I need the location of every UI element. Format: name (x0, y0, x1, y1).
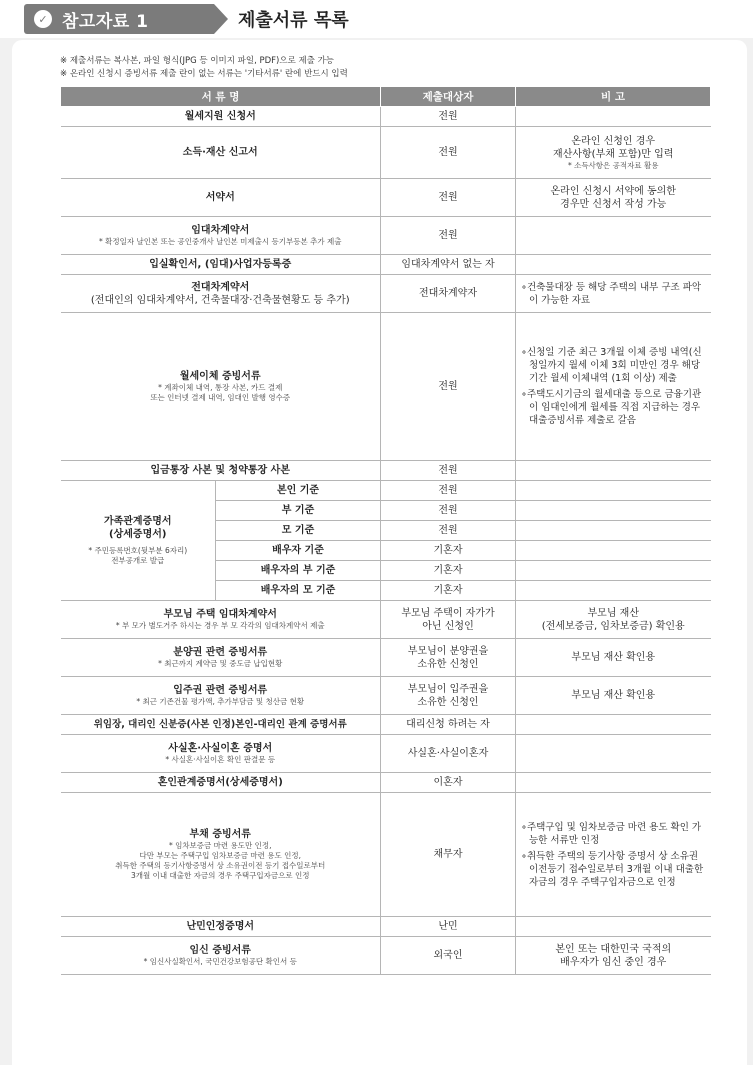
note-line: 부모님 재산 (587, 607, 639, 619)
doc-note (516, 481, 711, 501)
doc-target: 기혼자 (381, 581, 516, 601)
table-row (61, 217, 711, 255)
doc-target: 기혼자 (381, 541, 516, 561)
doc-name: 위임장, 대리인 신분증(사본 인정)본인-대리인 관계 증명서류 (61, 715, 381, 735)
table-row (61, 773, 711, 793)
family-basis: 배우자 기준 (216, 541, 381, 561)
doc-title: 사실혼·사실이혼 증명서 (168, 743, 273, 754)
doc-name: 난민인정증명서 (61, 917, 381, 937)
doc-target: 대리신청 하려는 자 (381, 715, 516, 735)
col-header-name: 서 류 명 (61, 87, 381, 107)
doc-target: 전원 (381, 481, 516, 501)
doc-subnote: * 임신사실확인서, 국민건강보험공단 확인서 등 (143, 957, 297, 966)
notes (60, 55, 348, 81)
table-row (61, 481, 711, 501)
note-line: ※ 온라인 신청시 증빙서류 제출 란이 없는 서류는 '기타서류' 란에 반드시 입력 (60, 69, 348, 79)
target-line: 부모님이 입주권을 (407, 683, 489, 695)
table-row (61, 255, 711, 275)
doc-target: 난민 (381, 917, 516, 937)
family-basis: 모 기준 (216, 521, 381, 541)
doc-subnote: 또는 인터넷 결제 내역, 임대인 발행 영수증 (150, 393, 291, 402)
doc-subnote: 취득한 주택의 등기사항증명서 상 소유권이전 등기 접수일로부터 (115, 861, 326, 870)
note-line: 온라인 신청시 서약에 동의한 (550, 185, 676, 197)
doc-target (381, 677, 516, 715)
doc-title: 가족관계증명서 (103, 516, 172, 527)
doc-target: 전원 (381, 127, 516, 179)
doc-note (516, 581, 711, 601)
family-doc-name (61, 481, 216, 601)
doc-title: 임대차계약서 (191, 225, 250, 236)
doc-subnote: 다만 부모는 주택구입 임차보증금 마련 용도 인정, (139, 851, 302, 860)
doc-name: 월세지원 신청서 (61, 107, 381, 127)
doc-target: 기혼자 (381, 561, 516, 581)
col-header-note: 비 고 (516, 87, 711, 107)
col-header-target: 제출대상자 (381, 87, 516, 107)
doc-title: 분양권 관련 증빙서류 (173, 647, 268, 658)
doc-note: 부모님 재산 확인용 (516, 639, 711, 677)
note-line: ∘주택도시기금의 월세대출 등으로 금융기관이 임대인에게 월세를 직접 지급하는 경우 대출증빙서류 제출로 갈음 (521, 389, 702, 426)
doc-note (516, 561, 711, 581)
target-line: 아닌 신청인 (422, 620, 474, 632)
note-line: ∘주택구입 및 임차보증금 마련 용도 확인 가능한 서류만 인정 (521, 821, 702, 846)
doc-note (516, 217, 711, 255)
table-row (61, 735, 711, 773)
note-line: ※ 제출서류는 복사본, 파일 형식(JPG 등 이미지 파일, PDF)으로 제출 가능 (60, 56, 335, 66)
doc-note (516, 937, 711, 975)
note-line: ∘취득한 주택의 등기사항 증명서 상 소유권 이전등기 접수일로부터 3개월 이내 대출한 자금의 경우 주택구입자금으로 인정 (521, 850, 704, 888)
doc-name: 소득·재산 신고서 (61, 127, 381, 179)
doc-note (516, 541, 711, 561)
doc-title: 전대차계약서 (191, 281, 250, 293)
doc-name (61, 639, 381, 677)
doc-name (61, 217, 381, 255)
doc-target: 전원 (381, 107, 516, 127)
table-row (61, 639, 711, 677)
clipboard-icon: ✓ (34, 10, 52, 28)
doc-title: 임신 증빙서류 (189, 945, 251, 956)
table-row (61, 917, 711, 937)
doc-note (516, 501, 711, 521)
doc-title-extra: (전대인의 임대차계약서, 건축물대장·건축물현황도 등 추가) (90, 294, 350, 306)
doc-note (516, 255, 711, 275)
doc-target: 전대차계약자 (381, 275, 516, 313)
section-title: 제출서류 목록 (238, 10, 349, 31)
table-row (61, 127, 711, 179)
documents-table (60, 86, 711, 975)
doc-note (516, 275, 711, 313)
doc-target: 전원 (381, 501, 516, 521)
table-row (61, 937, 711, 975)
doc-note (516, 107, 711, 127)
table-row (61, 313, 711, 461)
doc-subnote: * 최근 기존건물 평가액, 추가부담금 및 청산금 현황 (136, 697, 305, 706)
table-row (61, 715, 711, 735)
family-basis: 부 기준 (216, 501, 381, 521)
doc-name: 입금통장 사본 및 청약통장 사본 (61, 461, 381, 481)
family-basis: 배우자의 부 기준 (216, 561, 381, 581)
doc-target (381, 639, 516, 677)
target-line: 부모님이 분양권을 (407, 645, 489, 657)
doc-target: 사실혼·사실이혼자 (381, 735, 516, 773)
doc-target: 전원 (381, 521, 516, 541)
doc-name (61, 793, 381, 917)
target-line: 소유한 신청인 (417, 696, 479, 708)
table-header-row (61, 87, 711, 107)
doc-note (516, 773, 711, 793)
family-basis: 본인 기준 (216, 481, 381, 501)
target-line: 소유한 신청인 (417, 658, 479, 670)
doc-note (516, 715, 711, 735)
doc-target (381, 601, 516, 639)
doc-target: 외국인 (381, 937, 516, 975)
doc-subnote: * 임차보증금 마련 용도만 인정, (168, 841, 272, 850)
doc-note (516, 127, 711, 179)
doc-note: 부모님 재산 확인용 (516, 677, 711, 715)
doc-title: 부모님 주택 임대차계약서 (163, 609, 277, 620)
doc-name: 입실확인서, (임대)사업자등록증 (61, 255, 381, 275)
doc-note (516, 521, 711, 541)
doc-title: (상세증명서) (109, 529, 167, 540)
doc-target: 전원 (381, 461, 516, 481)
doc-note (516, 461, 711, 481)
note-line: 온라인 신청인 경우 (571, 135, 656, 147)
note-line: ∘건축물대장 등 해당 주택의 내부 구조 파악이 가능한 자료 (521, 281, 702, 306)
table-row (61, 461, 711, 481)
doc-target: 이혼자 (381, 773, 516, 793)
doc-target: 전원 (381, 179, 516, 217)
doc-subnote: 3개월 이내 대출한 자금의 경우 주택구입자금으로 인정 (131, 871, 310, 880)
doc-name: 혼인관계증명서(상세증명서) (61, 773, 381, 793)
family-basis: 배우자의 모 기준 (216, 581, 381, 601)
doc-note (516, 601, 711, 639)
note-line: 배우자가 임신 중인 경우 (560, 956, 667, 968)
doc-note (516, 735, 711, 773)
note-line: * 소득사항은 공적자료 활용 (567, 160, 659, 170)
table-row (61, 677, 711, 715)
doc-note (516, 179, 711, 217)
doc-name (61, 735, 381, 773)
doc-title: 부채 증빙서류 (189, 829, 251, 840)
table-row (61, 275, 711, 313)
doc-subnote: * 주민등록번호(뒷부분 6자리) (88, 546, 188, 555)
section-header (0, 0, 753, 38)
doc-subnote: * 계좌이체 내역, 통장 사본, 카드 결제 (158, 383, 283, 392)
doc-subnote: * 확정일자 날인본 또는 공인중개사 날인본 미제출시 등기부등본 추가 제출 (98, 237, 342, 246)
doc-note (516, 793, 711, 917)
doc-note (516, 313, 711, 461)
table-row (61, 793, 711, 917)
doc-subnote: * 사실혼·사실이혼 확인 판결문 등 (165, 755, 276, 764)
doc-target: 전원 (381, 217, 516, 255)
doc-target: 전원 (381, 313, 516, 461)
doc-target: 임대차계약서 없는 자 (381, 255, 516, 275)
doc-title: 월세이체 증빙서류 (179, 371, 261, 382)
note-line: 재산사항(부채 포함)만 입력 (553, 148, 674, 160)
doc-target: 채무자 (381, 793, 516, 917)
table-row (61, 179, 711, 217)
doc-name (61, 677, 381, 715)
section-tab-label: 참고자료 1 (62, 11, 149, 32)
doc-title: 입주권 관련 증빙서류 (173, 685, 268, 696)
doc-subnote: * 최근까지 계약금 및 중도금 납입현황 (158, 659, 283, 668)
target-line: 부모님 주택이 자가가 (401, 607, 495, 619)
doc-subnote: 전부공개로 발급 (111, 556, 165, 565)
section-tab (24, 4, 214, 34)
doc-note (516, 917, 711, 937)
note-line: (전세보증금, 임차보증금) 확인용 (541, 620, 685, 632)
note-line: ∘신청일 기준 최근 3개월 이체 증빙 내역(신청일까지 월세 이체 3회 미만인 경우 해당기간 월세 이체내역 (1회 이상) 제출 (521, 347, 702, 384)
note-line: 경우만 신청서 작성 가능 (560, 198, 667, 210)
doc-name (61, 937, 381, 975)
table-row (61, 601, 711, 639)
table-row (61, 107, 711, 127)
doc-subnote: * 부 모가 별도거주 하시는 경우 부 모 각각의 임대차계약서 제출 (115, 621, 325, 630)
doc-name (61, 601, 381, 639)
doc-name (61, 275, 381, 313)
doc-name: 서약서 (61, 179, 381, 217)
note-line: 본인 또는 대한민국 국적의 (555, 943, 672, 955)
doc-name (61, 313, 381, 461)
